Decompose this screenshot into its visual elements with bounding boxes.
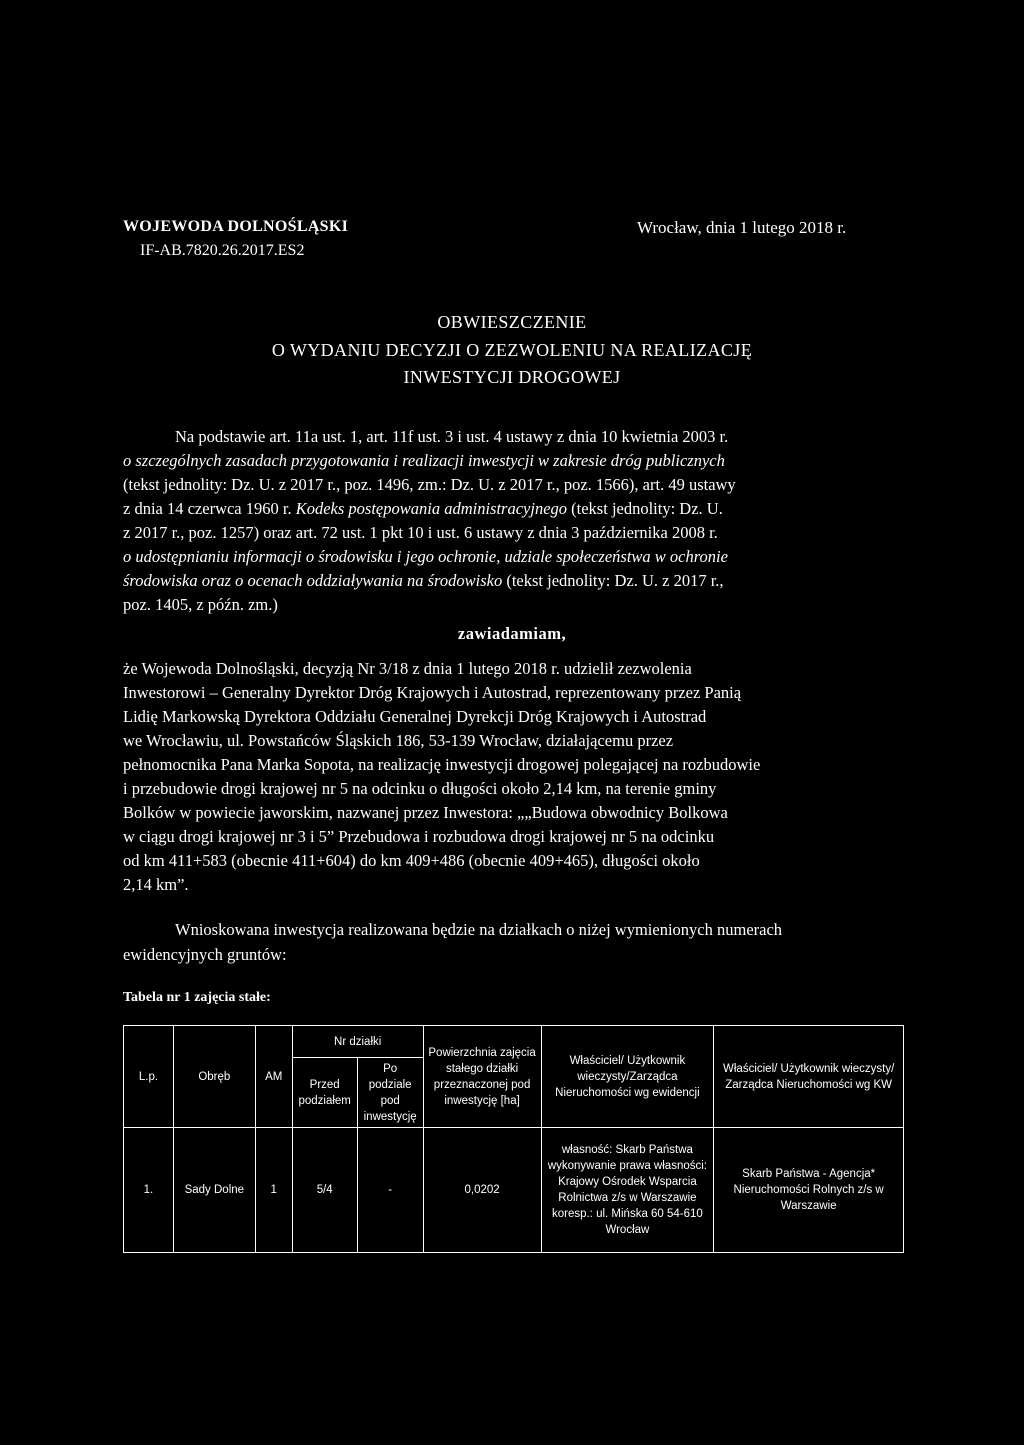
text-fragment: (tekst jednolity: Dz. U. z 2017 r., [502, 571, 724, 590]
header-parcel-number: Nr działki [292, 1026, 423, 1058]
header-lp: L.p. [124, 1026, 174, 1128]
text-line: we Wrocławiu, ul. Powstańców Śląskich 186, 53-139 Wrocław, działającemu przez [123, 731, 674, 750]
text-line: i przebudowie drogi krajowej nr 5 na odcinku o długości około 2,14 km, na terenie gminy [123, 779, 717, 798]
cell-before-division: 5/4 [292, 1128, 357, 1253]
cell-am: 1 [255, 1128, 292, 1253]
text-line: w ciągu drogi krajowej nr 3 i 5” Przebudowa i rozbudowa drogi krajowej nr 5 na odcinku [123, 827, 715, 846]
cell-after-division: - [357, 1128, 423, 1253]
parcels-table [123, 1025, 904, 1253]
table-row [124, 1128, 904, 1253]
text-line: pełnomocnika Pana Marka Sopota, na realizację inwestycji drogowej polegającej na rozbudowie [123, 755, 761, 774]
act-title: środowiska oraz o ocenach oddziaływania na środowisko [123, 571, 503, 590]
text-line [123, 545, 728, 569]
text-line: poz. 1405, z późn. zm.) [123, 595, 278, 614]
header-obreb: Obręb [173, 1026, 255, 1128]
text-line: z 2017 r., poz. 1257) oraz art. 72 ust. 1 pkt 10 i ust. 6 ustawy z dnia 3 października 2008 r. [123, 523, 718, 542]
act-title: o udostępnianiu informacji o środowisku i jego ochronie, udziale społeczeństwa w ochronie [123, 547, 728, 566]
text-line: Inwestorowi – Generalny Dyrektor Dróg Krajowych i Autostrad, reprezentowany przez Panią [123, 683, 742, 702]
issuing-authority: WOJEWODA DOLNOŚLĄSKI [123, 218, 349, 235]
parcels-intro-line: Wnioskowana inwestycja realizowana będzie na działkach o niżej wymienionych numerach [175, 920, 783, 939]
act-title: o szczególnych zasadach przygotowania i realizacji inwestycji w zakresie dróg publicznych [123, 451, 725, 470]
header-after-division: Po podziale pod inwestycję [357, 1058, 423, 1128]
cell-lp: 1. [124, 1128, 174, 1253]
cell-owner-registry: własność: Skarb Państwa wykonywanie prawa własności: Krajowy Ośrodek Wsparcia Rolnictwa z/s w Warszawie koresp.: ul. Mińska 60 54-610 Wrocław [541, 1128, 714, 1253]
text-line: 2,14 km”. [123, 875, 189, 894]
header-owner-land-register: Właściciel/ Użytkownik wieczysty/ Zarządca Nieruchomości wg KW [714, 1026, 904, 1128]
text-line: (tekst jednolity: Dz. U. z 2017 r., poz. 1496, zm.: Dz. U. z 2017 r., poz. 1566), art. 49 ustawy [123, 475, 736, 494]
document-title-line-2: O WYDANIU DECYZJI O ZEZWOLENIU NA REALIZACJĘ [271, 340, 753, 360]
text-line: Bolków w powiecie jaworskim, nazwanej przez Inwestora: „„Budowa obwodnicy Bolkowa [123, 803, 728, 822]
document-title: OBWIESZCZENIE [437, 312, 587, 332]
header-before-division: Przed podziałem [292, 1058, 357, 1128]
header-area: Powierzchnia zajęcia stałego działki przeznaczonej pod inwestycję [ha] [423, 1026, 541, 1128]
text-fragment: (tekst jednolity: Dz. U. [567, 499, 723, 518]
cell-obreb: Sady Dolne [173, 1128, 255, 1253]
text-line [123, 569, 724, 593]
header-owner-registry: Właściciel/ Użytkownik wieczysty/Zarządca Nieruchomości wg ewidencji [541, 1026, 714, 1128]
place-and-date: Wrocław, dnia 1 lutego 2018 r. [637, 218, 847, 237]
parcels-intro-line: ewidencyjnych gruntów: [123, 945, 287, 964]
text-line: Na podstawie art. 11a ust. 1, art. 11f ust. 3 i ust. 4 ustawy z dnia 10 kwietnia 2003 r. [175, 427, 729, 446]
text-line: Lidię Markowską Dyrektora Oddziału Generalnej Dyrekcji Dróg Krajowych i Autostrad [123, 707, 707, 726]
text-line: od km 411+583 (obecnie 411+604) do km 409+486 (obecnie 409+465), długości około [123, 851, 700, 870]
announcement-heading: zawiadamiam, [457, 624, 567, 643]
text-fragment: z dnia 14 czerwca 1960 r. [123, 499, 296, 518]
text-line [123, 449, 725, 473]
table-caption: Tabela nr 1 zajęcia stałe: [123, 990, 271, 1005]
cell-area: 0,0202 [423, 1128, 541, 1253]
case-signature: IF-AB.7820.26.2017.ES2 [140, 242, 305, 259]
header-am: AM [255, 1026, 292, 1128]
text-line: że Wojewoda Dolnośląski, decyzją Nr 3/18 z dnia 1 lutego 2018 r. udzielił zezwolenia [123, 659, 692, 678]
text-line [123, 497, 723, 521]
act-title: Kodeks postępowania administracyjnego [295, 499, 568, 518]
cell-owner-land-register: Skarb Państwa - Agencja* Nieruchomości Rolnych z/s w Warszawie [714, 1128, 904, 1253]
document-title-line-3: INWESTYCJI DROGOWEJ [403, 367, 621, 387]
